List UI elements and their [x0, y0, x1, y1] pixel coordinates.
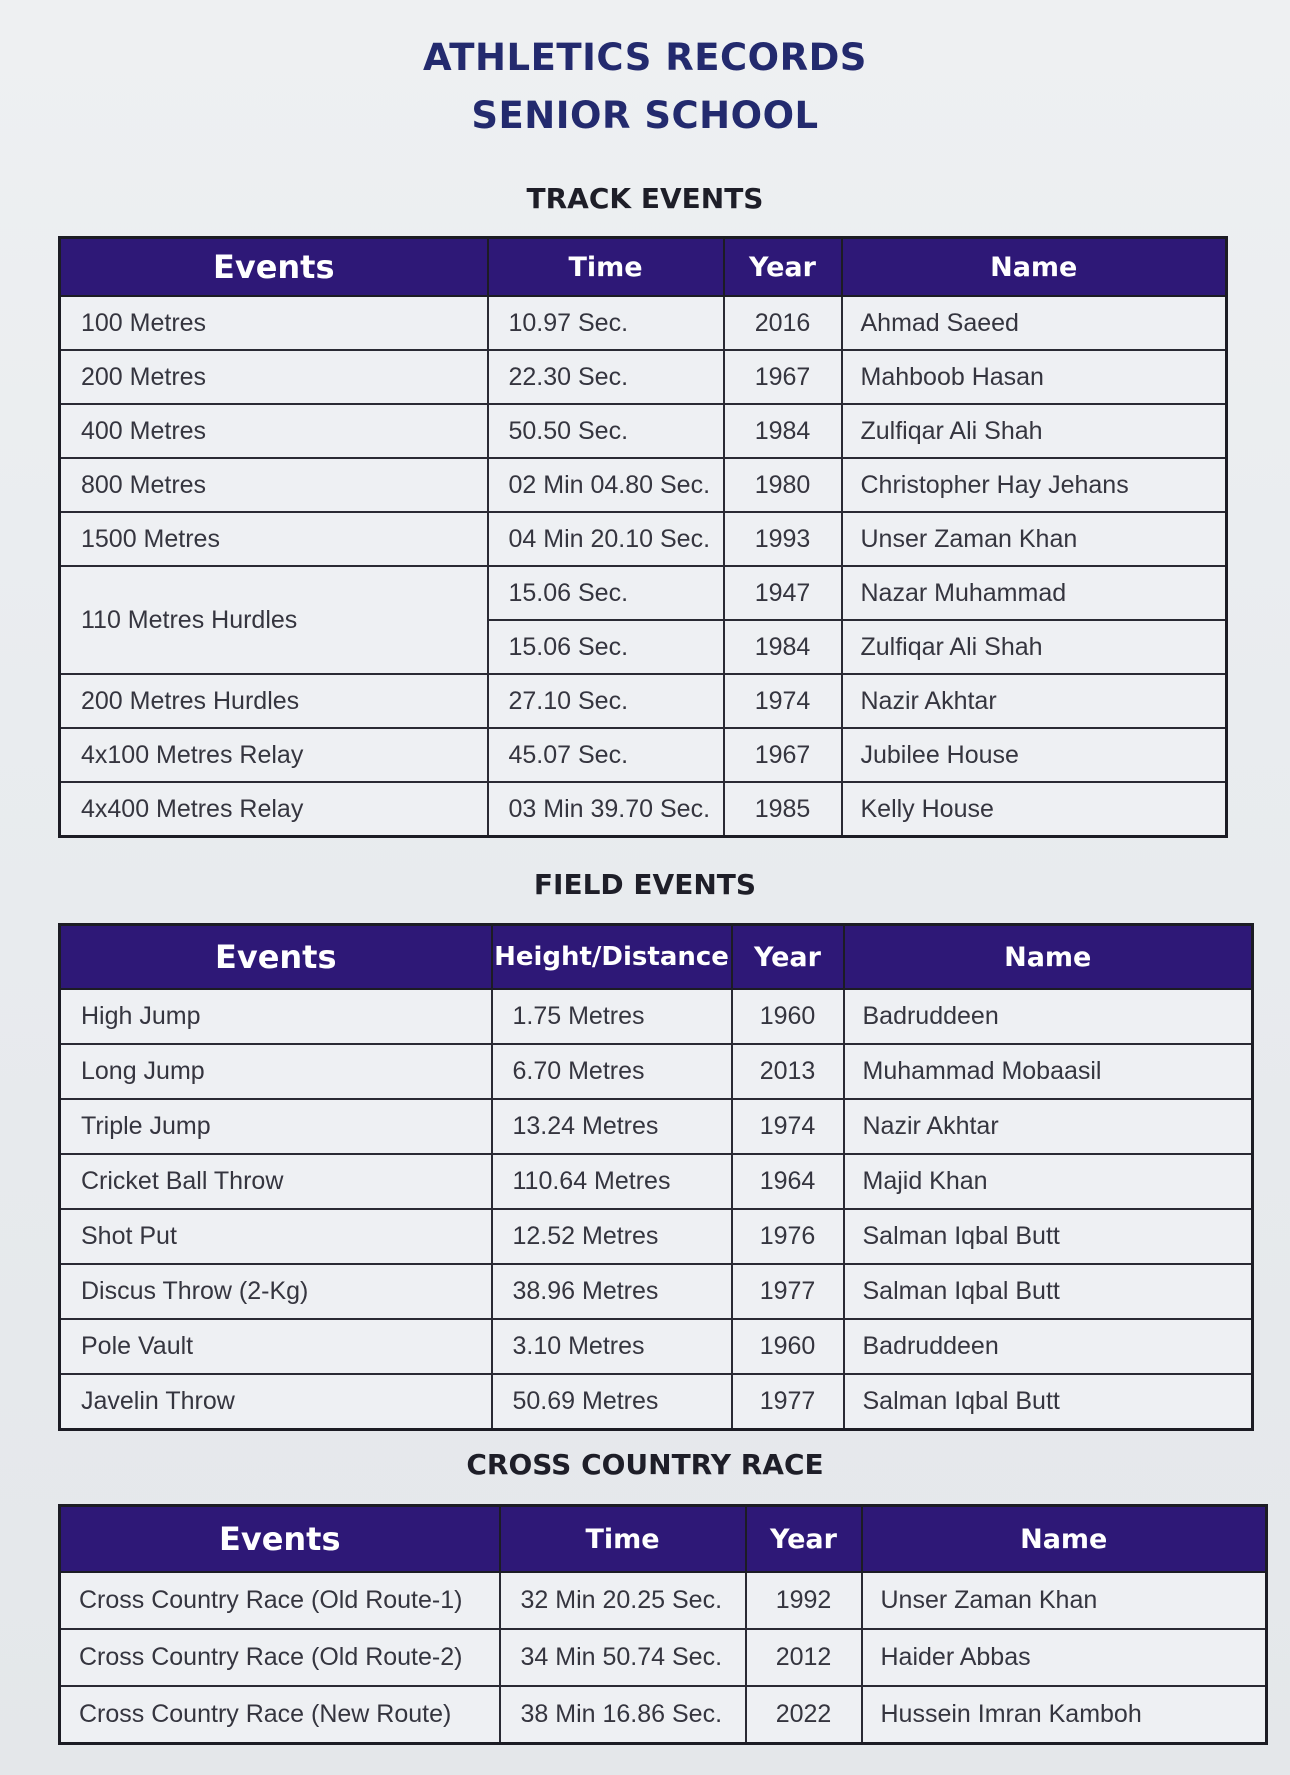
event-cell: 400 Metres [60, 404, 488, 458]
name-cell: Salman Iqbal Butt [844, 1374, 1253, 1430]
event-cell: Cross Country Race (Old Route-1) [60, 1572, 500, 1629]
name-cell: Haider Abbas [862, 1629, 1267, 1686]
measure-cell: 13.24 Metres [492, 1099, 732, 1154]
table-row [60, 728, 1227, 782]
time-cell: 34 Min 50.74 Sec. [500, 1629, 746, 1686]
time-cell: 02 Min 04.80 Sec. [488, 458, 724, 512]
time-cell: 22.30 Sec. [488, 350, 724, 404]
table-row [60, 1099, 1253, 1154]
event-cell: Shot Put [60, 1209, 492, 1264]
time-cell: 15.06 Sec. [488, 620, 724, 674]
page-title: ATHLETICS RECORDS [423, 36, 867, 79]
measure-cell: 1.75 Metres [492, 989, 732, 1044]
col-header-events: Events [60, 1506, 500, 1573]
name-cell: Zulfiqar Ali Shah [842, 620, 1227, 674]
event-cell: Cricket Ball Throw [60, 1154, 492, 1209]
name-cell: Badruddeen [844, 1319, 1253, 1374]
year-cell: 2013 [732, 1044, 844, 1099]
col-header-name: Name [844, 925, 1253, 990]
field-events-table [58, 923, 1254, 1431]
event-cell: 800 Metres [60, 458, 488, 512]
year-cell: 1984 [724, 620, 842, 674]
col-header-events: Events [60, 238, 488, 297]
name-cell: Unser Zaman Khan [842, 512, 1227, 566]
measure-cell: 12.52 Metres [492, 1209, 732, 1264]
year-cell: 2022 [746, 1686, 862, 1744]
name-cell: Zulfiqar Ali Shah [842, 404, 1227, 458]
time-cell: 15.06 Sec. [488, 566, 724, 620]
event-cell: 4x100 Metres Relay [60, 728, 488, 782]
table-row [60, 1572, 1267, 1629]
time-cell: 10.97 Sec. [488, 296, 724, 350]
year-cell: 2016 [724, 296, 842, 350]
measure-cell: 50.69 Metres [492, 1374, 732, 1430]
time-cell: 04 Min 20.10 Sec. [488, 512, 724, 566]
table-header-row [60, 1506, 1267, 1573]
col-header-time: Time [500, 1506, 746, 1573]
col-header-name: Name [862, 1506, 1267, 1573]
event-cell: 200 Metres Hurdles [60, 674, 488, 728]
table-header-row [60, 238, 1227, 297]
event-cell: 200 Metres [60, 350, 488, 404]
name-cell: Ahmad Saeed [842, 296, 1227, 350]
cross-country-heading: CROSS COUNTRY RACE [466, 1448, 824, 1481]
table-row [60, 1264, 1253, 1319]
event-cell: Cross Country Race (New Route) [60, 1686, 500, 1744]
time-cell: 03 Min 39.70 Sec. [488, 782, 724, 837]
name-cell: Unser Zaman Khan [862, 1572, 1267, 1629]
year-cell: 1967 [724, 350, 842, 404]
table-row [60, 1374, 1253, 1430]
track-events-table [58, 236, 1228, 838]
table-row [60, 1319, 1253, 1374]
name-cell: Nazir Akhtar [842, 674, 1227, 728]
event-cell: Triple Jump [60, 1099, 492, 1154]
name-cell: Hussein Imran Kamboh [862, 1686, 1267, 1744]
name-cell: Muhammad Mobaasil [844, 1044, 1253, 1099]
name-cell: Salman Iqbal Butt [844, 1264, 1253, 1319]
table-header-row [60, 925, 1253, 990]
time-cell: 38 Min 16.86 Sec. [500, 1686, 746, 1744]
table-row [60, 350, 1227, 404]
event-cell: Cross Country Race (Old Route-2) [60, 1629, 500, 1686]
table-row [60, 404, 1227, 458]
name-cell: Majid Khan [844, 1154, 1253, 1209]
event-cell: Javelin Throw [60, 1374, 492, 1430]
year-cell: 1960 [732, 1319, 844, 1374]
track-events-heading: TRACK EVENTS [526, 182, 764, 215]
year-cell: 1974 [732, 1099, 844, 1154]
event-cell: 100 Metres [60, 296, 488, 350]
event-cell: High Jump [60, 989, 492, 1044]
year-cell: 1964 [732, 1154, 844, 1209]
measure-cell: 3.10 Metres [492, 1319, 732, 1374]
name-cell: Mahboob Hasan [842, 350, 1227, 404]
name-cell: Christopher Hay Jehans [842, 458, 1227, 512]
name-cell: Jubilee House [842, 728, 1227, 782]
measure-cell: 38.96 Metres [492, 1264, 732, 1319]
table-row [60, 1044, 1253, 1099]
event-cell: 110 Metres Hurdles [60, 566, 488, 674]
table-row [60, 458, 1227, 512]
time-cell: 45.07 Sec. [488, 728, 724, 782]
table-row [60, 512, 1227, 566]
year-cell: 1967 [724, 728, 842, 782]
name-cell: Kelly House [842, 782, 1227, 837]
table-row [60, 566, 1227, 620]
time-cell: 50.50 Sec. [488, 404, 724, 458]
time-cell: 27.10 Sec. [488, 674, 724, 728]
field-events-heading: FIELD EVENTS [533, 868, 757, 901]
measure-cell: 110.64 Metres [492, 1154, 732, 1209]
event-cell: Discus Throw (2-Kg) [60, 1264, 492, 1319]
year-cell: 1976 [732, 1209, 844, 1264]
table-row [60, 782, 1227, 837]
event-cell: Long Jump [60, 1044, 492, 1099]
table-row [60, 1154, 1253, 1209]
cross-country-table [58, 1504, 1268, 1745]
year-cell: 1985 [724, 782, 842, 837]
col-header-year: Year [724, 238, 842, 297]
year-cell: 1984 [724, 404, 842, 458]
measure-cell: 6.70 Metres [492, 1044, 732, 1099]
year-cell: 1977 [732, 1374, 844, 1430]
year-cell: 1980 [724, 458, 842, 512]
table-row [60, 296, 1227, 350]
col-header-name: Name [842, 238, 1227, 297]
table-row [60, 674, 1227, 728]
col-header-time: Time [488, 238, 724, 297]
name-cell: Badruddeen [844, 989, 1253, 1044]
table-row [60, 989, 1253, 1044]
name-cell: Salman Iqbal Butt [844, 1209, 1253, 1264]
year-cell: 2012 [746, 1629, 862, 1686]
year-cell: 1993 [724, 512, 842, 566]
year-cell: 1992 [746, 1572, 862, 1629]
year-cell: 1977 [732, 1264, 844, 1319]
time-cell: 32 Min 20.25 Sec. [500, 1572, 746, 1629]
page-subtitle: SENIOR SCHOOL [471, 94, 819, 137]
year-cell: 1960 [732, 989, 844, 1044]
year-cell: 1947 [724, 566, 842, 620]
year-cell: 1974 [724, 674, 842, 728]
col-header-events: Events [60, 925, 492, 990]
name-cell: Nazar Muhammad [842, 566, 1227, 620]
name-cell: Nazir Akhtar [844, 1099, 1253, 1154]
table-row [60, 1629, 1267, 1686]
event-cell: 4x400 Metres Relay [60, 782, 488, 837]
event-cell: Pole Vault [60, 1319, 492, 1374]
col-header-height-distance: Height/Distance [492, 925, 732, 990]
col-header-year: Year [732, 925, 844, 990]
event-cell: 1500 Metres [60, 512, 488, 566]
table-row [60, 1209, 1253, 1264]
col-header-year: Year [746, 1506, 862, 1573]
table-row [60, 1686, 1267, 1744]
